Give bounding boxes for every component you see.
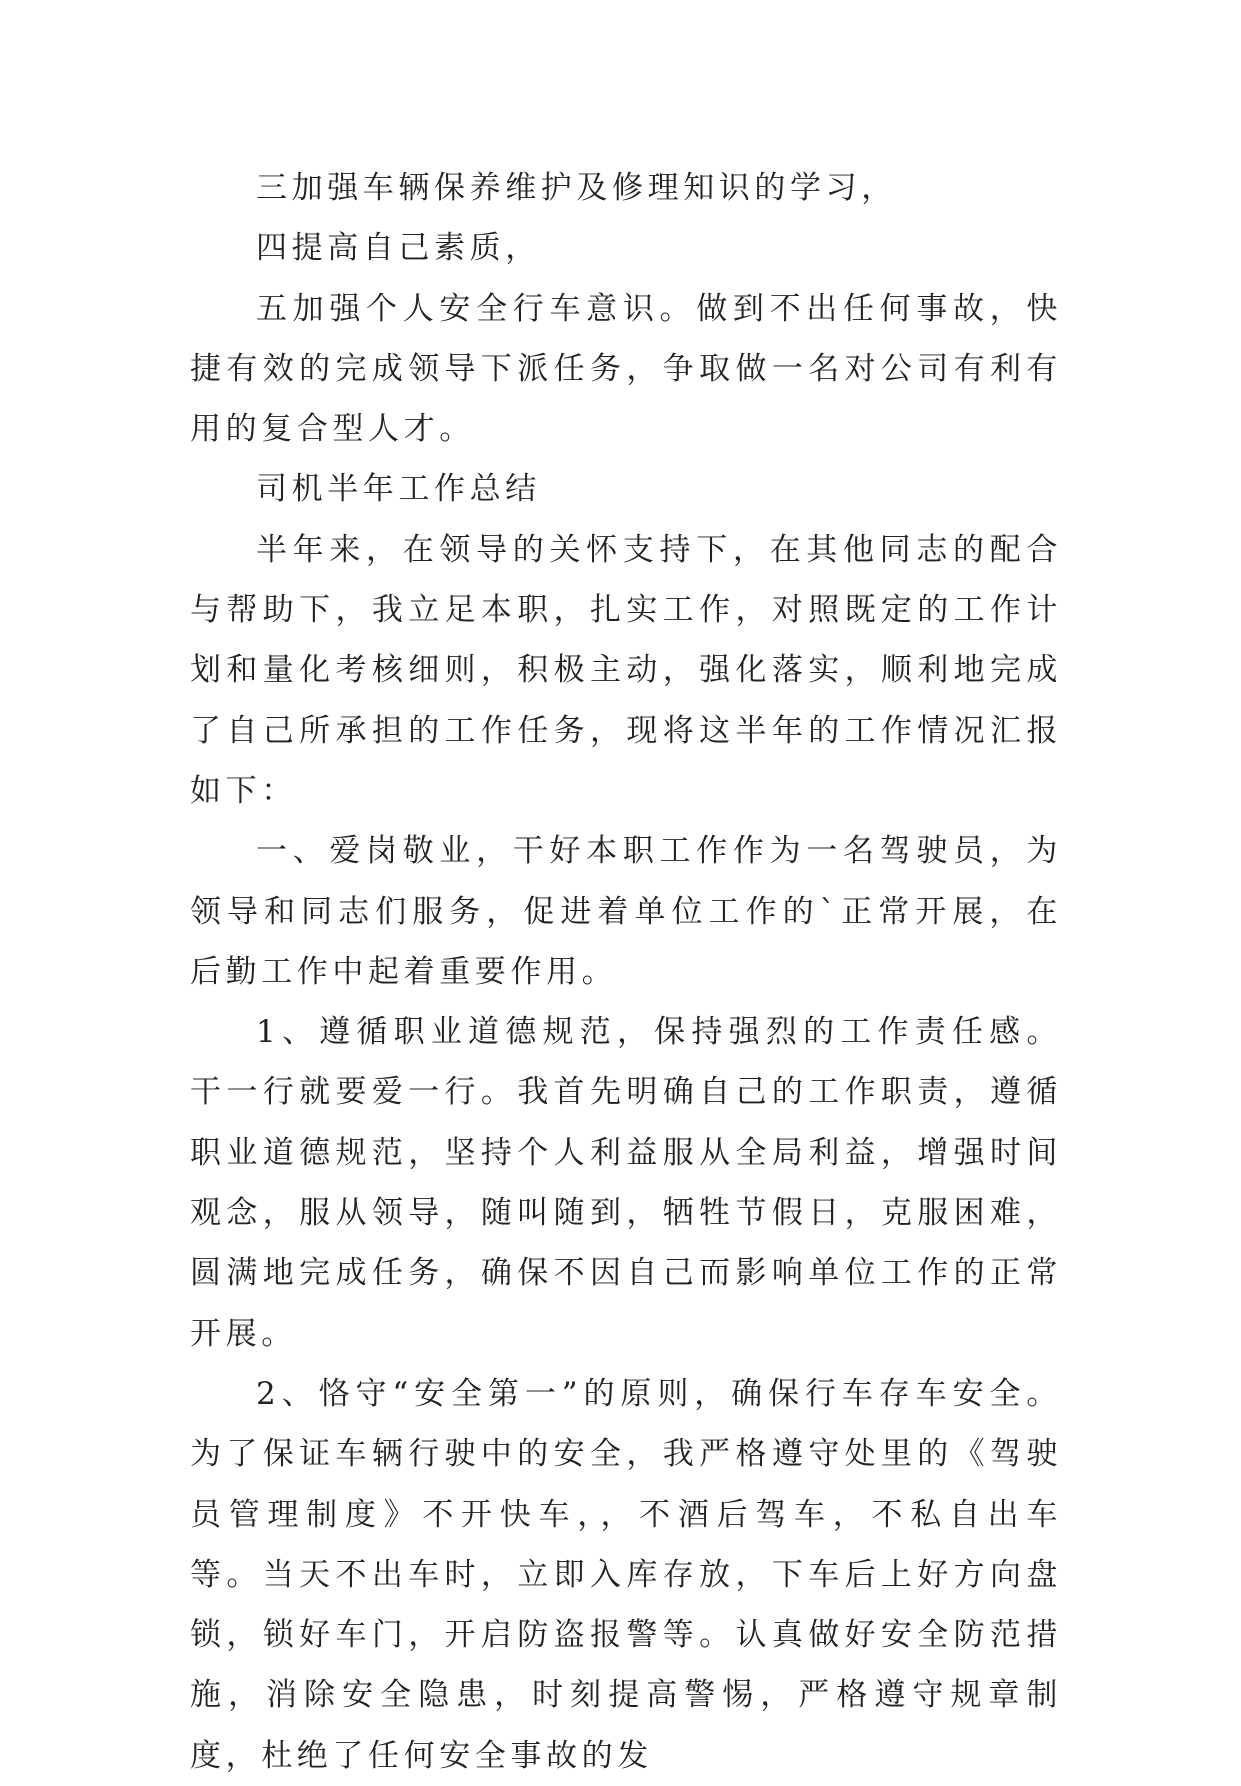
section-heading-1: 一、爱岗敬业，干好本职工作作为一名驾驶员，为领导和同志们服务，促进着单位工作的`正常开展，在后勤工作中起着重要作用。: [190, 833, 1062, 990]
paragraph-item-4: 四提高自己素质，: [256, 230, 541, 267]
section-title: 司机半年工作总结: [256, 471, 541, 508]
subsection-1: 1、遵循职业道德规范，保持强烈的工作责任感。干一行就要爱一行。我首先明确自己的工作职责，遵循职业道德规范，坚持个人利益服从全局利益，增强时间观念，服从领导，随叫随到，牺牲节假日，克服困难，圆满地完成任务，确保不因自己而影响单位工作的正常开展。: [190, 1014, 1062, 1352]
document-body: [190, 158, 1062, 1786]
intro-paragraph: 半年来，在领导的关怀支持下，在其他同志的配合与帮助下，我立足本职，扎实工作，对照既定的工作计划和量化考核细则，积极主动，强化落实，顺利地完成了自己所承担的工作任务，现将这半年的工作情况汇报如下：: [190, 531, 1062, 809]
subsection-2: 2、恪守“安全第一”的原则，确保行车存车安全。为了保证车辆行驶中的安全，我严格遵守处里的《驾驶员管理制度》不开快车，，不酒后驾车，不私自出车等。当天不出车时，立即入库存放，下车后上好方向盘锁，锁好车门，开启防盗报警等。认真做好安全防范措施，消除安全隐患，时刻提高警惕，严格遵守规章制度，杜绝了任何安全事故的发: [190, 1375, 1062, 1774]
paragraph-item-5: 五加强个人安全行车意识。做到不出任何事故，快捷有效的完成领导下派任务，争取做一名对公司有利有用的复合型人才。: [190, 290, 1062, 448]
paragraph-item-3: 三加强车辆保养维护及修理知识的学习，: [256, 170, 897, 206]
